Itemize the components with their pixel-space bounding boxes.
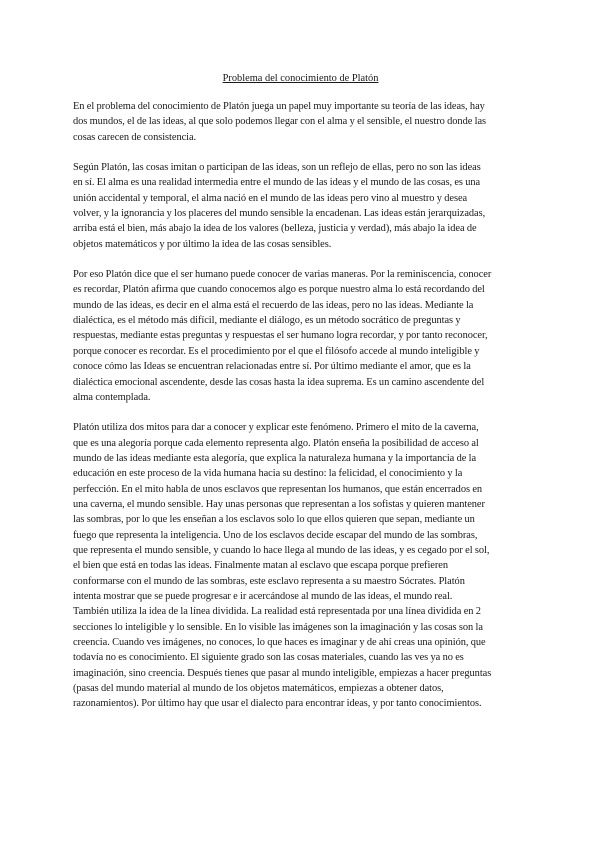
text-line: dialéctica emocional ascendente, desde las cosas hasta la idea suprema. Es un camino ascendente del	[73, 376, 485, 388]
text-line: perfección. En el mito habla de unos esclavos que representan los humanos, que están encerrados en	[73, 483, 483, 495]
paragraph-2	[73, 160, 528, 252]
text-line: porque conocer es recordar. Es el procedimiento por el que el filósofo accede al mundo inteligible y	[73, 345, 480, 357]
text-line: imaginación, sino creencia. Después tienes que pasar al mundo inteligible, empiezas a hacer preguntas	[73, 667, 492, 679]
text-line: (pasas del mundo material al mundo de los objetos matemáticos, empiezas a obtener datos,	[73, 683, 444, 695]
text-line: arriba está el bien, más abajo la idea de los valores (belleza, justicia y verdad), más abajo la idea de	[73, 223, 477, 235]
paragraph-3	[73, 267, 528, 405]
text-line: cosas carecen de consistencia.	[73, 131, 197, 143]
text-line: objetos matemáticos y por último la idea de las cosas sensibles.	[73, 238, 332, 250]
text-line: que es una alegoría porque cada elemento representa algo. Platón enseña la posibilidad de acceso al	[73, 437, 479, 449]
text-line: Según Platón, las cosas imitan o participan de las ideas, son un reflejo de ellas, pero no son las ideas	[73, 162, 481, 174]
text-line: todavía no es conocimiento. El siguiente grado son las cosas materiales, cuando las ves ya no es	[73, 652, 464, 664]
paragraph-1	[73, 99, 528, 145]
text-line: mundo de las ideas, es decir en el alma está el recuerdo de las ideas, pero no las ideas. Mediante la	[73, 299, 474, 311]
text-line: secciones lo inteligible y lo sensible. En lo visible las imágenes son la imaginación y las cosas son la	[73, 621, 483, 633]
text-line: intenta mostrar que se puede progresar e ir acercándose al mundo de las ideas, el mundo real.	[73, 590, 453, 602]
paragraph-4	[73, 420, 528, 712]
text-line: conoce cómo las Ideas se encuentran relacionadas entre sí. Por último mediante el amor, que es la	[73, 361, 471, 373]
text-line: las sombras, por lo que les enseñan a los esclavos solo lo que ellos quieren que sepan, mediante un	[73, 514, 475, 526]
document-title: Problema del conocimiento de Platón	[222, 73, 379, 84]
text-line: volver, y la ignorancia y los placeres del mundo sensible la encadenan. Las ideas están jerarquizadas,	[73, 208, 486, 220]
text-line: en sí. El alma es una realidad intermedia entre el mundo de las ideas y el mundo de las cosas, es una	[73, 177, 481, 189]
text-line: respuestas, mediante estas preguntas y respuestas el ser humano logra recordar, y por tanto reconocer,	[73, 330, 488, 342]
text-line: dialéctica, es el método más difícil, mediante el diálogo, es un método socrático de preguntas y	[73, 315, 461, 327]
text-line: razonamientos). Por último hay que usar el dialecto para encontrar ideas, y por tanto conocimientos.	[73, 698, 482, 710]
text-line: es recordar, Platón afirma que cuando conocemos algo es porque nuestro alma lo está recordando del	[73, 284, 485, 296]
text-line: Por eso Platón dice que el ser humano puede conocer de varias maneras. Por la reminiscencia, conocer	[73, 269, 492, 281]
text-line: que representa el mundo sensible, y cuando lo hace llega al mundo de las ideas, y es cegado por el sol,	[73, 544, 490, 556]
text-line: dos mundos, el de las ideas, al que solo podemos llegar con el alma y el sensible, el nuestro donde las	[73, 116, 487, 128]
text-line: educación en este proceso de la vida humana hacia su destino: la felicidad, el conocimiento y la	[73, 468, 463, 480]
text-line: el bien que está en todas las ideas. Finalmente matan al esclavo que escapa porque prefieren	[73, 560, 448, 572]
text-line: mundo de las ideas mediante esta alegoría, que explica la naturaleza humana y la importancia de la	[73, 452, 477, 464]
text-line: También utiliza la idea de la línea dividida. La realidad está representada por una línea dividida en 2	[73, 606, 481, 618]
text-line: fuego que representa la inteligencia. Uno de los esclavos decide escapar del mundo de las sombras,	[73, 529, 478, 541]
text-line: una caverna, el mundo sensible. Hay unas personas que representan a los sofistas y quieren mantener	[73, 498, 485, 510]
text-line: creencia. Cuando ves imágenes, no conoces, lo que haces es imaginar y de ahí creas una opinión, que	[73, 637, 486, 648]
text-line: conformarse con el mundo de las sombras, este esclavo representa a su maestro Sócrates. Platón	[73, 575, 465, 587]
document-page	[73, 72, 528, 726]
text-line: En el problema del conocimiento de Platón juega un papel muy importante su teoría de las ideas, hay	[73, 101, 485, 112]
text-line: alma contemplada.	[73, 391, 151, 403]
text-line: Platón utiliza dos mitos para dar a conocer y explicar este fenómeno. Primero el mito de la caverna,	[73, 422, 479, 434]
text-line: unión accidental y temporal, el alma nació en el mundo de las ideas pero vino al muestro y desea	[73, 192, 468, 204]
